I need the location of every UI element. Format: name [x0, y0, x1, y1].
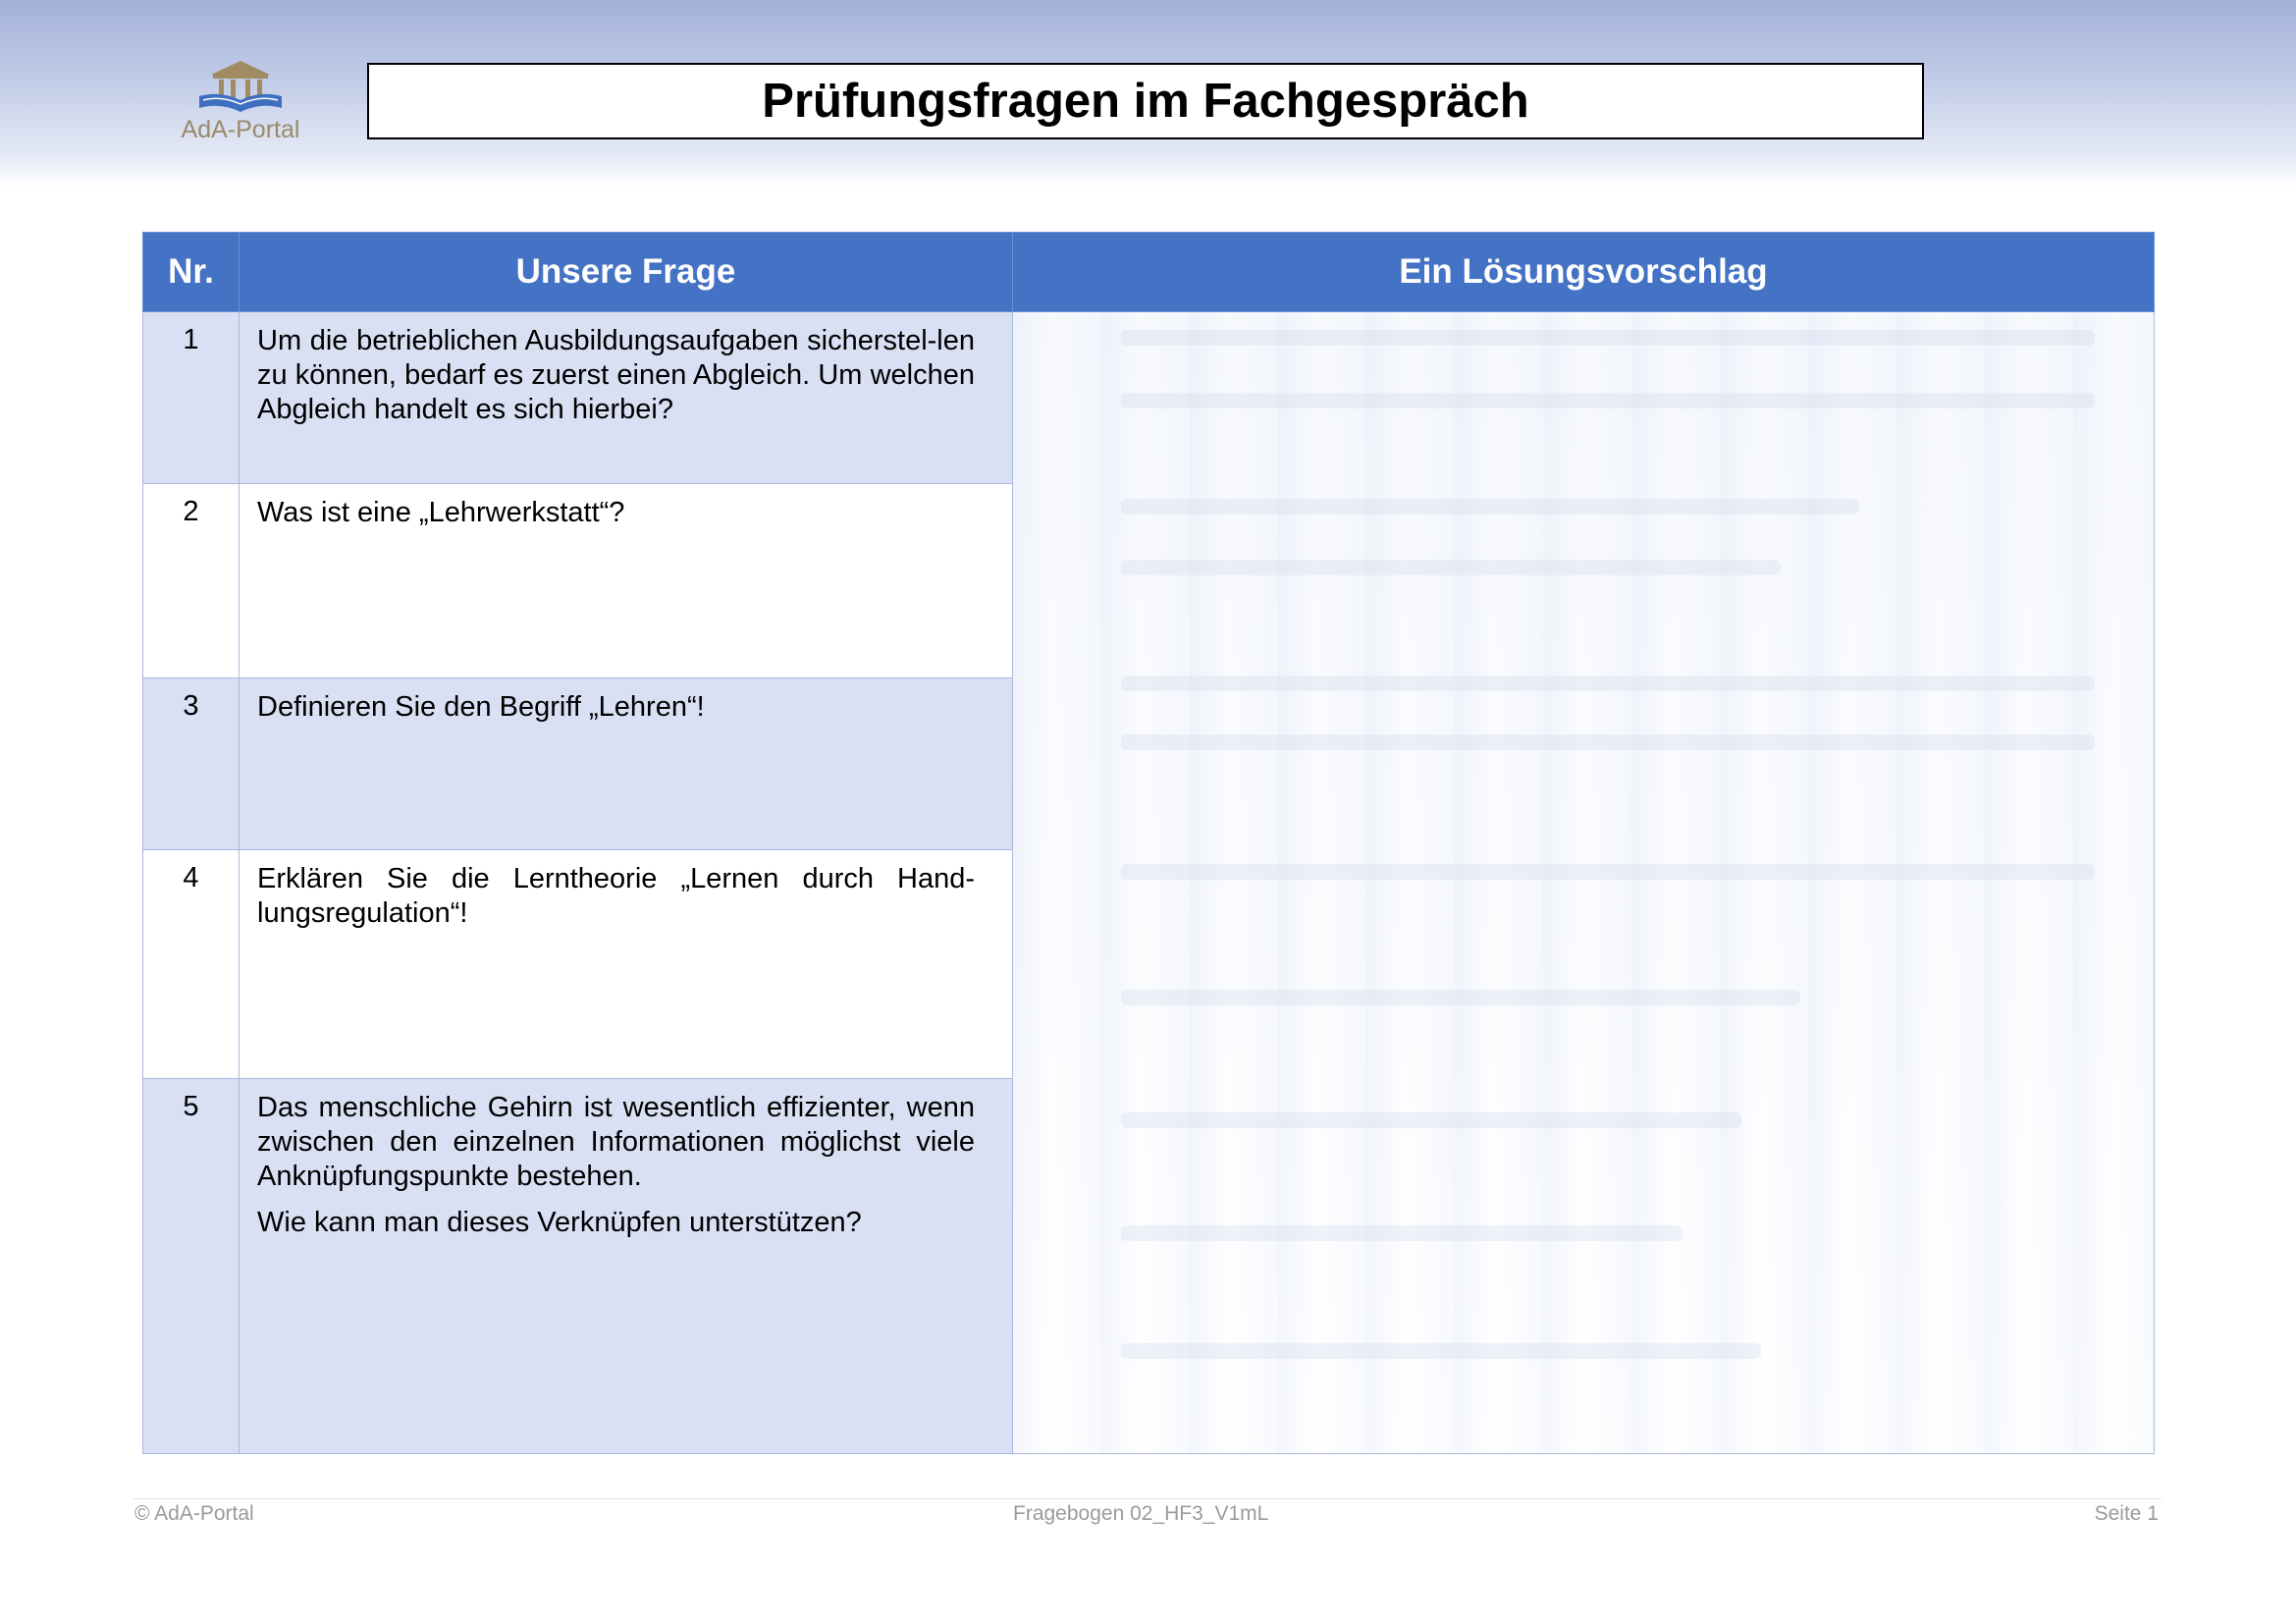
page-title: Prüfungsfragen im Fachgespräch	[762, 75, 1529, 128]
question-text: Das menschliche Gehirn ist wesentlich effizienter, wenn zwischen den einzelnen Informationen möglichst viele Anknüpfungspunkte bestehen.	[257, 1092, 975, 1192]
ada-portal-logo	[167, 59, 314, 152]
row-number: 4	[143, 850, 240, 1079]
title-box	[367, 63, 1924, 139]
column-header-nr: Nr.	[143, 233, 240, 312]
row-number: 3	[143, 678, 240, 850]
footer-divider	[133, 1498, 2162, 1499]
row-number: 1	[143, 312, 240, 484]
footer-document-id: Fragebogen 02_HF3_V1mL	[1013, 1502, 1269, 1525]
column-header-question: Unsere Frage	[240, 233, 1013, 312]
question-cell	[240, 1079, 1013, 1454]
question-cell	[240, 484, 1013, 678]
question-text: Was ist eine „Lehrwerkstatt“?	[257, 497, 625, 528]
footer-copyright: © AdA-Portal	[134, 1502, 254, 1525]
question-cell	[240, 312, 1013, 484]
footer-page-number: Seite 1	[2094, 1502, 2159, 1525]
question-text: Wie kann man dieses Verknüpfen unterstützen?	[257, 1207, 862, 1238]
question-cell	[240, 850, 1013, 1079]
column-header-solution: Ein Lösungsvorschlag	[1013, 233, 2155, 312]
table-row	[143, 312, 2155, 484]
row-number: 5	[143, 1079, 240, 1454]
question-cell	[240, 678, 1013, 850]
logo-text: AdA-Portal	[181, 116, 300, 143]
table-header-row	[143, 233, 2155, 312]
question-text: Definieren Sie den Begriff „Lehren“!	[257, 691, 705, 723]
solution-cell-obscured	[1013, 312, 2155, 1454]
questions-table	[142, 232, 2155, 1454]
question-text: Erklären Sie die Lerntheorie „Lernen durch Hand-lungsregulation“!	[257, 863, 975, 929]
row-number: 2	[143, 484, 240, 678]
temple-book-icon	[195, 59, 286, 114]
obscured-solution-area	[1013, 312, 2154, 1453]
question-text: Um die betrieblichen Ausbildungsaufgaben sicherstel-len zu können, bedarf es zuerst einen Abgleich. Um welchen Abgleich handelt es sich hierbei?	[257, 325, 975, 425]
